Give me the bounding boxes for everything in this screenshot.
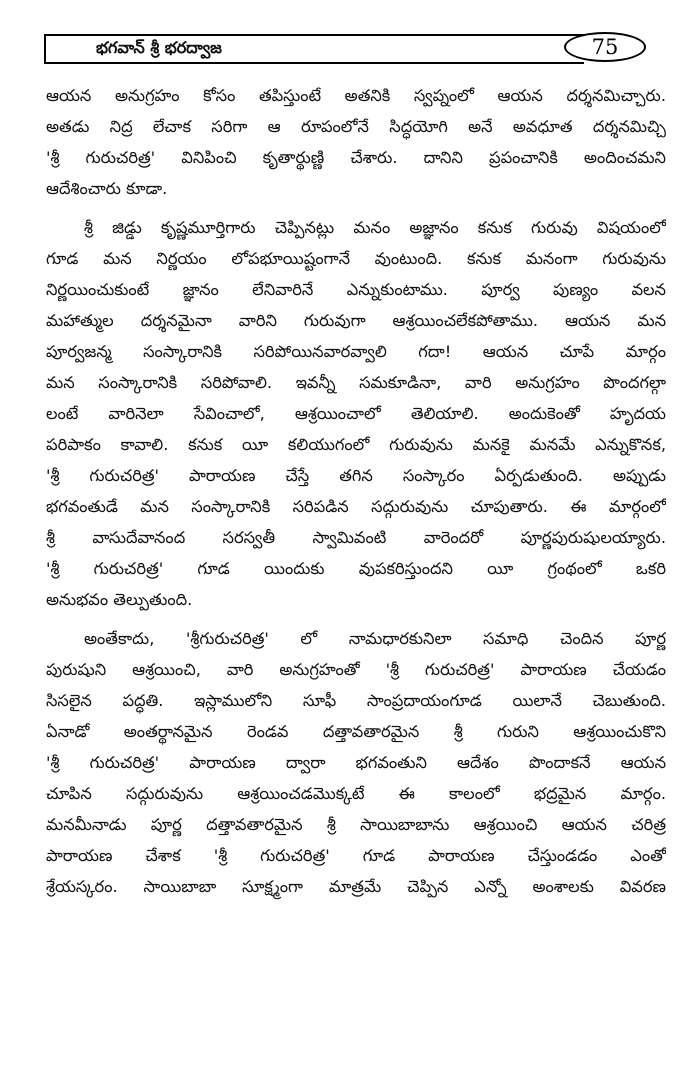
text-line: పూర్వజన్మ సంస్కారానికి సరిపోయినవారవ్వాలి గదా! ఆయన చూపే మార్గం [46, 342, 666, 361]
text-line: పురుషుని ఆశ్రయించి, వారి అనుగ్రహంతో 'శ్రీ గురుచరిత్ర' పారాయణ చేయడం [46, 660, 666, 679]
text-line: అనుభవం తెల్పుతుంది. [46, 590, 193, 609]
text-line: 'శ్రీ గురుచరిత్ర' పారాయణ ద్వారా భగవంతుని ఆదేశం పొందాకనే ఆయన [46, 753, 666, 772]
text-line: 'శ్రీ గురుచరిత్ర' వినిపించి కృతార్థుణ్ణి చేశారు. దానిని ప్రపంచానికి అందించమని [46, 148, 666, 167]
text-line: లంటే వారినెలా సేవించాలో, ఆశ్రయించాలో తెలియాలి. అందుకెంతో హృదయ [46, 404, 666, 423]
text-line: భగవంతుడే మన సంస్కారానికి సరిపడిన సద్గురువును చూపుతారు. ఈ మార్గంలో [46, 497, 666, 516]
paragraph [46, 623, 666, 902]
text-line: శ్రీ వాసుదేవానంద సరస్వతీ స్వామివంటి వారెందరో పూర్ణపురుషులయ్యారు. [46, 528, 666, 547]
text-line: ఆదేశించారు కూడా. [46, 179, 168, 198]
text-line: అతడు నిద్ర లేచాక సరిగా ఆ రూపంలోనే సిద్ధయోగి అనే అవధూత దర్శనమిచ్చి [46, 117, 666, 136]
text-line: మహాత్ముల దర్శనమైనా వారిని గురువుగా ఆశ్రయించలేకపోతాము. ఆయన మన [46, 311, 666, 330]
text-line: పారాయణ చేశాక 'శ్రీ గురుచరిత్ర' గూడ పారాయణ చేస్తుండడం ఎంతో [46, 846, 666, 865]
text-line: మన సంస్కారానికి సరిపోవాలి. ఇవన్నీ సమకూడినా, వారి అనుగ్రహం పొందగల్గా [46, 373, 666, 392]
text-line: నిర్ణయించుకుంటే జ్ఞానం లేనివారినే ఎన్నుకుంటాము. పూర్వ పుణ్యం వలన [46, 280, 666, 299]
text-line: మనమీనాడు పూర్ణ దత్తావతారమైన శ్రీ సాయిబాబాను ఆశ్రయించి ఆయన చరిత్ర [46, 815, 666, 834]
text-line: సిసలైన పద్ధతి. ఇస్లాములోని సూఫీ సాంప్రదాయంగూడ యిలానే చెబుతుంది. [46, 691, 666, 710]
text-line: పరిపాకం కావాలి. కనుక యీ కలియుగంలో గురువును మనకై మనమే ఎన్నుకొనక, [46, 435, 666, 454]
text-line: శ్రేయస్కరం. సాయిబాబా సూక్ష్మంగా మాత్రమే చెప్పిన ఎన్నో అంశాలకు వివరణ [46, 877, 666, 896]
text-line: ఏనాడో అంతర్థానమైన రెండవ దత్తావతారమైన శ్రీ గురుని ఆశ్రయించుకొని [46, 722, 666, 741]
text-line: గూడ మన నిర్ణయం లోపభూయిష్టంగానే వుంటుంది. కనుక మనంగా గురువును [46, 249, 666, 268]
page-body [46, 80, 666, 910]
text-line: ఆయన అనుగ్రహం కోసం తపిస్తుంటే అతనికి స్వప్నంలో ఆయన దర్శనమిచ్చారు. [46, 86, 666, 105]
text-line: అంతేకాదు, 'శ్రీగురుచరిత్ర' లో నామధారకునిలా సమాధి చెందిన పూర్ణ [84, 629, 666, 648]
text-line: శ్రీ జిడ్డు కృష్ణమూర్తిగారు చెప్పినట్లు మనం అజ్ఞానం కనుక గురువు విషయంలో [84, 218, 666, 237]
page-number-oval [564, 32, 646, 62]
text-line: 'శ్రీ గురుచరిత్ర' గూడ యిందుకు వుపకరిస్తుందని యీ గ్రంథంలో ఒకరి [46, 559, 666, 578]
running-header [44, 34, 668, 64]
header-title: భగవాన్ శ్రీ భరద్వాజ [96, 38, 222, 57]
paragraph [46, 212, 666, 615]
paragraph [46, 80, 666, 204]
page-number: 75 [591, 35, 619, 59]
text-line: చూపిన సద్గురువును ఆశ్రయించడమొక్కటే ఈ కాలంలో భద్రమైన మార్గం. [46, 784, 666, 803]
text-line: 'శ్రీ గురుచరిత్ర' పారాయణ చేస్తే తగిన సంస్కారం ఏర్పడుతుంది. అప్పుడు [46, 466, 666, 485]
